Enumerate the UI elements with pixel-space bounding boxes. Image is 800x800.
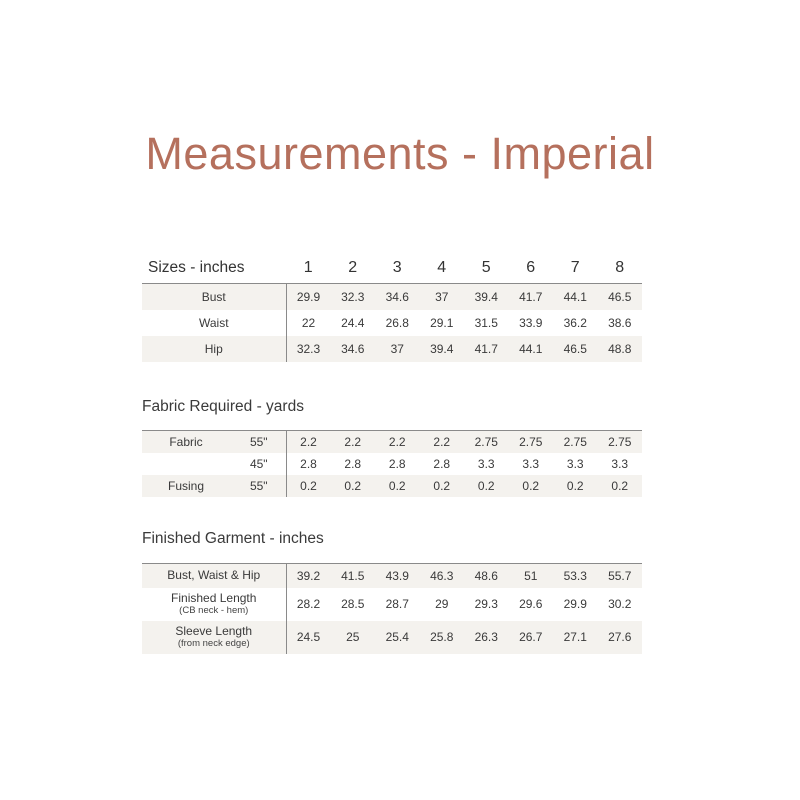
value-cell: 29.9 <box>563 597 587 611</box>
value-cell: 2.2 <box>375 431 420 453</box>
value-cell: 48.6 <box>464 564 509 588</box>
value-cell: 46.5 <box>598 284 643 310</box>
value-cell: 34.6 <box>375 284 420 310</box>
row-label <box>142 453 230 475</box>
value-cell: 0.2 <box>420 475 465 497</box>
sizes-row <box>142 310 642 336</box>
value-cell: 29 <box>435 597 449 611</box>
value-cell: 34.6 <box>331 336 376 362</box>
value-cell: 33.9 <box>519 315 543 330</box>
size-column-header: 1 <box>303 259 313 276</box>
fabric-row <box>142 475 642 497</box>
row-label-text: Finished Length <box>171 591 257 605</box>
value-cell: 24.5 <box>286 621 331 654</box>
page-title: Measurements - Imperial <box>145 128 655 179</box>
size-column-header: 5 <box>481 259 491 276</box>
row-label-text: Sleeve Length <box>175 624 253 638</box>
value-cell: 2.8 <box>344 456 362 471</box>
row-label: Waist <box>198 315 229 330</box>
value-cell: 24.4 <box>341 315 365 330</box>
fabric-row <box>142 431 642 453</box>
value-cell: 0.2 <box>598 475 643 497</box>
value-cell: 2.75 <box>598 431 643 453</box>
size-column-header: 3 <box>392 259 402 276</box>
fabric-width: 45" <box>249 456 268 471</box>
value-cell: 2.2 <box>420 431 465 453</box>
value-cell: 44.1 <box>509 336 554 362</box>
value-cell: 25 <box>331 621 376 654</box>
value-cell: 0.2 <box>509 475 554 497</box>
value-cell: 3.3 <box>611 456 629 471</box>
value-cell: 41.7 <box>464 336 509 362</box>
finished-section-title: Finished Garment - inches <box>142 530 324 547</box>
value-cell: 26.8 <box>385 315 409 330</box>
fabric-row <box>142 453 642 475</box>
value-cell: 38.6 <box>608 315 632 330</box>
value-cell: 37 <box>375 336 420 362</box>
value-cell: 46.5 <box>553 336 598 362</box>
value-cell: 31.5 <box>474 315 498 330</box>
size-column-header: 4 <box>437 259 447 276</box>
finished-row <box>142 588 642 621</box>
finished-row <box>142 621 642 654</box>
value-cell: 39.4 <box>464 284 509 310</box>
size-column-header: 8 <box>615 259 625 276</box>
size-column-header: 7 <box>570 259 580 276</box>
value-cell: 48.8 <box>598 336 643 362</box>
value-cell: 43.9 <box>375 564 420 588</box>
value-cell: 2.8 <box>433 456 451 471</box>
value-cell: 27.6 <box>598 621 643 654</box>
value-cell: 2.75 <box>553 431 598 453</box>
finished-row <box>142 564 642 588</box>
value-cell: 3.3 <box>566 456 584 471</box>
value-cell: 53.3 <box>553 564 598 588</box>
value-cell: 32.3 <box>286 336 331 362</box>
value-cell: 2.2 <box>331 431 376 453</box>
value-cell: 28.5 <box>341 597 365 611</box>
value-cell: 32.3 <box>331 284 376 310</box>
row-label-note: (CB neck - hem) <box>179 605 249 616</box>
value-cell: 51 <box>509 564 554 588</box>
row-label: Bust <box>142 284 286 310</box>
value-cell: 55.7 <box>598 564 643 588</box>
value-cell: 29.3 <box>474 597 498 611</box>
value-cell: 37 <box>420 284 465 310</box>
value-cell: 0.2 <box>286 475 331 497</box>
value-cell: 41.5 <box>331 564 376 588</box>
sizes-row <box>142 336 642 362</box>
value-cell: 2.2 <box>286 431 331 453</box>
value-cell: 44.1 <box>553 284 598 310</box>
value-cell: 28.2 <box>286 588 331 621</box>
value-cell: 2.8 <box>286 453 331 475</box>
row-label-text: Bust, Waist & Hip <box>167 568 261 583</box>
value-cell: 29.1 <box>430 315 454 330</box>
row-label <box>142 564 286 588</box>
value-cell: 0.2 <box>331 475 376 497</box>
value-cell: 39.2 <box>286 564 331 588</box>
fabric-section-title: Fabric Required - yards <box>142 398 304 415</box>
fabric-table <box>142 430 642 497</box>
sizes-header-label: Sizes - inches <box>148 259 245 276</box>
finished-table <box>142 563 642 654</box>
row-label <box>142 588 286 621</box>
value-cell: 29.9 <box>286 284 331 310</box>
value-cell: 0.2 <box>375 475 420 497</box>
value-cell: 2.75 <box>509 431 554 453</box>
value-cell: 3.3 <box>477 456 495 471</box>
row-label: Fabric <box>142 431 230 453</box>
value-cell: 27.1 <box>553 621 598 654</box>
value-cell: 28.7 <box>385 597 409 611</box>
value-cell: 29.6 <box>519 597 543 611</box>
sizes-row <box>142 284 642 310</box>
fabric-width: 55" <box>230 431 286 453</box>
value-cell: 39.4 <box>420 336 465 362</box>
row-label: Fusing <box>142 475 230 497</box>
sizes-table <box>142 253 642 362</box>
row-label <box>142 621 286 654</box>
value-cell: 3.3 <box>522 456 540 471</box>
value-cell: 26.7 <box>509 621 554 654</box>
value-cell: 2.75 <box>464 431 509 453</box>
value-cell: 25.8 <box>420 621 465 654</box>
value-cell: 36.2 <box>563 315 587 330</box>
value-cell: 41.7 <box>509 284 554 310</box>
size-column-header: 2 <box>348 259 358 276</box>
value-cell: 0.2 <box>553 475 598 497</box>
value-cell: 25.4 <box>375 621 420 654</box>
value-cell: 46.3 <box>420 564 465 588</box>
fabric-width: 55" <box>230 475 286 497</box>
row-label: Hip <box>142 336 286 362</box>
value-cell: 2.8 <box>388 456 406 471</box>
value-cell: 30.2 <box>608 597 632 611</box>
sizes-header-row <box>142 253 642 284</box>
size-column-header: 6 <box>526 259 536 276</box>
row-label-note: (from neck edge) <box>177 638 250 649</box>
value-cell: 0.2 <box>464 475 509 497</box>
value-cell: 26.3 <box>464 621 509 654</box>
value-cell: 22 <box>286 310 331 336</box>
